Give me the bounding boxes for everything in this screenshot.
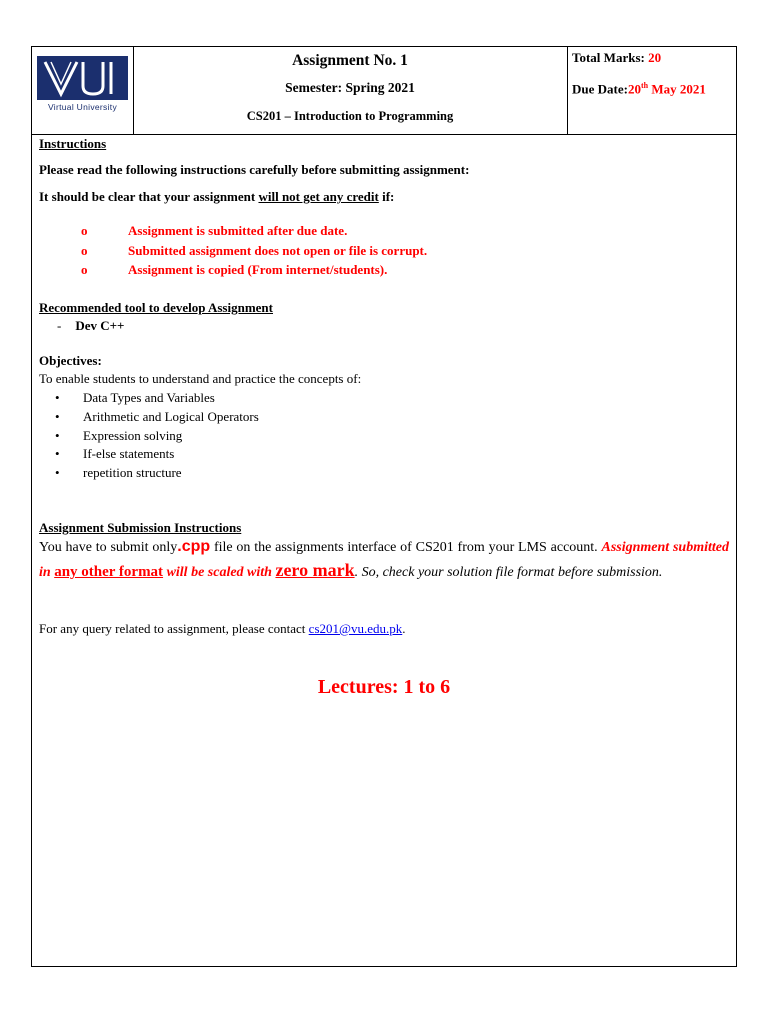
objective-text: Arithmetic and Logical Operators <box>83 409 259 424</box>
objective-text: Data Types and Variables <box>83 390 215 405</box>
contact-post: . <box>402 621 406 636</box>
submission-heading: Assignment Submission Instructions <box>39 520 242 535</box>
vu-logo <box>37 56 128 114</box>
due-date-sup: th <box>640 81 649 90</box>
marks-cell <box>567 47 736 134</box>
logo-cell <box>32 47 134 134</box>
total-marks <box>572 50 661 66</box>
tool-item <box>57 318 124 334</box>
objective-text: If-else statements <box>83 446 175 461</box>
rule-bullet: o <box>81 223 88 238</box>
vu-logo-mark <box>37 56 128 100</box>
submission-warning-1: Assignment submitted in <box>39 540 729 580</box>
submission-paragraph <box>39 536 729 584</box>
credit-post: if: <box>378 189 395 204</box>
assignment-frame <box>31 46 737 967</box>
objectives-heading: Objectives: <box>39 353 102 368</box>
due-date <box>572 81 706 97</box>
submission-text-3: . So, check your solution file format before submission. <box>354 565 663 580</box>
objective-bullet: • <box>55 409 60 424</box>
rule-text: Submitted assignment does not open or file is corrupt. <box>128 243 428 258</box>
due-date-label: Due Date: <box>572 81 628 97</box>
header-table <box>32 47 736 135</box>
instructions-intro: Please read the following instructions carefully before submitting assignment: <box>39 162 470 177</box>
total-marks-label: Total Marks: <box>572 50 649 65</box>
objective-bullet: • <box>55 465 60 480</box>
course-title: CS201 – Introduction to Programming <box>246 109 454 123</box>
zero-mark: zero mark <box>275 560 355 580</box>
assignment-title: Assignment No. 1 <box>292 52 408 69</box>
any-other-format: any other format <box>54 564 164 580</box>
title-cell <box>133 47 568 134</box>
cpp-extension: .cpp <box>177 538 211 555</box>
objective-bullet: • <box>55 446 60 461</box>
due-date-day: 20 <box>627 81 641 97</box>
logo-text: Virtual University <box>47 102 117 112</box>
tool-dash: - <box>57 318 62 333</box>
objective-text: repetition structure <box>83 465 182 480</box>
rule-text: Assignment is submitted after due date. <box>128 223 348 238</box>
contact-pre: For any query related to assignment, please contact <box>39 621 309 636</box>
credit-pre: It should be clear that your assignment <box>39 189 259 204</box>
tool-name: Dev C++ <box>75 318 125 333</box>
submission-text-2: file on the assignments interface of CS201 from your LMS account. <box>210 540 602 555</box>
objective-text: Expression solving <box>83 428 183 443</box>
credit-warning <box>39 189 394 205</box>
contact-line <box>39 621 406 637</box>
lectures-range: Lectures: 1 to 6 <box>317 676 451 698</box>
rule-text: Assignment is copied (From internet/students). <box>128 262 388 277</box>
tool-heading: Recommended tool to develop Assignment <box>39 300 273 315</box>
rule-bullet: o <box>81 243 88 258</box>
due-date-rest: May 2021 <box>648 81 706 97</box>
semester: Semester: Spring 2021 <box>285 80 415 95</box>
objective-bullet: • <box>55 428 60 443</box>
objective-bullet: • <box>55 390 60 405</box>
submission-text-1: You have to submit only <box>39 540 178 555</box>
objectives-intro: To enable students to understand and practice the concepts of: <box>39 371 362 386</box>
submission-warning-2: will be scaled with <box>163 565 276 580</box>
total-marks-value: 20 <box>648 50 662 65</box>
credit-under: will not get any credit <box>258 189 379 204</box>
rule-bullet: o <box>81 262 88 277</box>
contact-email-link[interactable]: cs201@vu.edu.pk <box>308 621 403 636</box>
instructions-heading: Instructions <box>39 136 107 151</box>
